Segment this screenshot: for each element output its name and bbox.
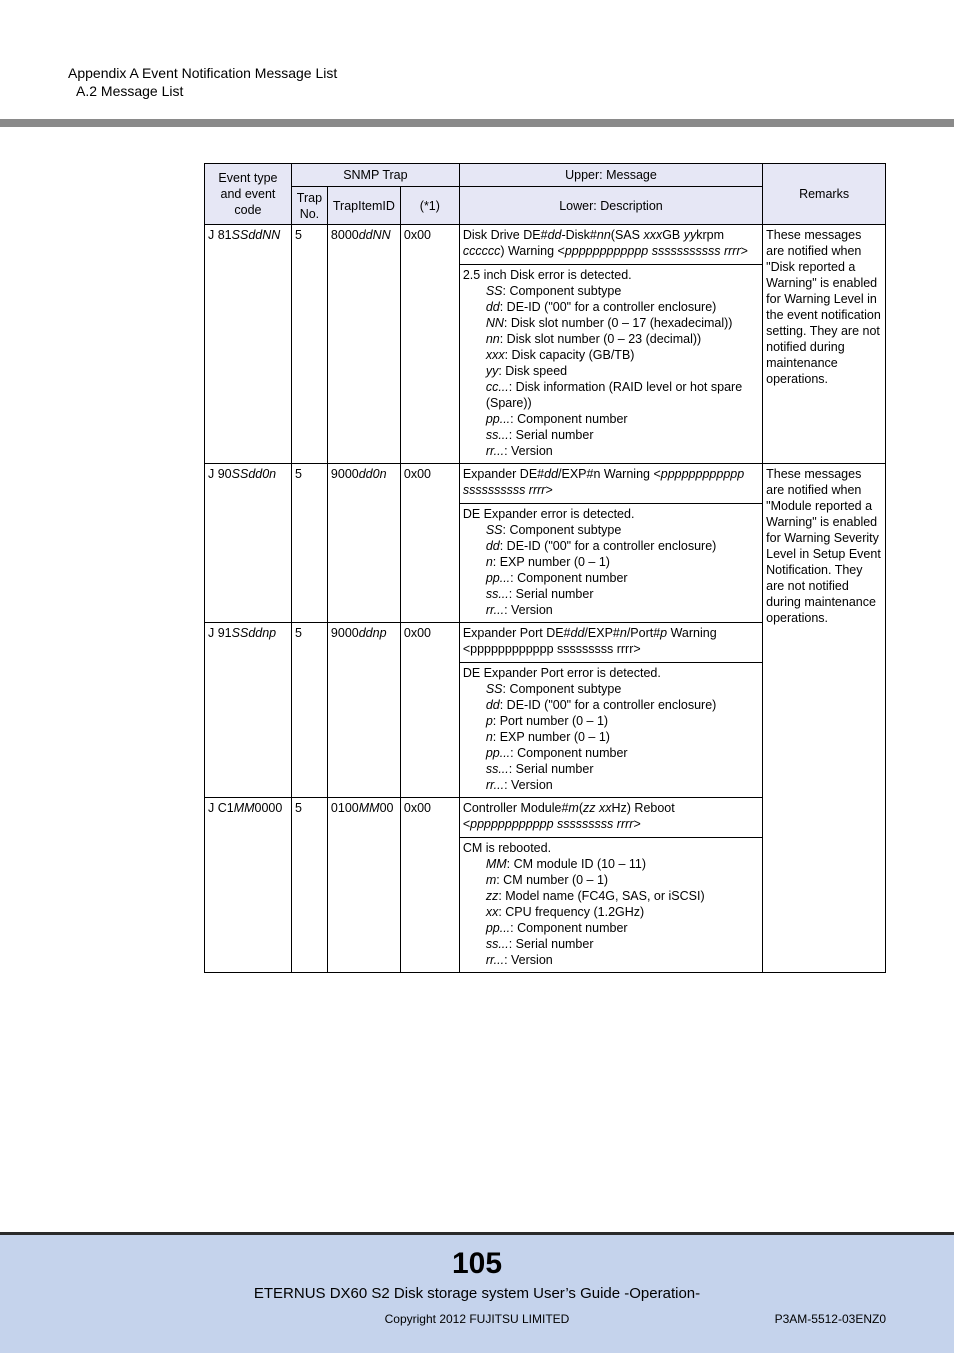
remarks-text: These messages are notified when "Disk reported a Warning" is enabled for Warning Level in the event notification setting. They are not notified during maintenance operations. bbox=[763, 225, 886, 464]
document-code: P3AM-5512-03ENZ0 bbox=[774, 1312, 886, 1326]
trap-no: 5 bbox=[291, 798, 327, 973]
message-table bbox=[204, 163, 886, 973]
header-rule bbox=[0, 119, 954, 127]
note-value: 0x00 bbox=[400, 798, 459, 973]
col-upper-message: Upper: Message bbox=[459, 164, 762, 187]
note-value: 0x00 bbox=[400, 464, 459, 623]
document-title: ETERNUS DX60 S2 Disk storage system User’s Guide -Operation- bbox=[253, 1285, 701, 1302]
description-text: DE Expander error is detected. SS: Component subtype dd: DE-ID ("00" for a controller enclosure) n: EXP number (0 – 1) pp...: Component number ss...: Serial number rr...: Version bbox=[459, 504, 762, 623]
description-text: DE Expander Port error is detected. SS: Component subtype dd: DE-ID ("00" for a controller enclosure) p: Port number (0 – 1) n: EXP number (0 – 1) pp...: Component number ss...: Serial number rr...: Version bbox=[459, 663, 762, 798]
table-row bbox=[205, 464, 886, 504]
message-text: Controller Module#m(zz xxHz) Reboot <pppppppppppp sssssssss rrrr> bbox=[459, 798, 762, 838]
trap-no: 5 bbox=[291, 464, 327, 623]
event-code: J 90SSdd0n bbox=[205, 464, 292, 623]
trap-item-id: 0100MM00 bbox=[327, 798, 400, 973]
header-chapter: Appendix A Event Notification Message List bbox=[68, 65, 338, 81]
message-text: Expander Port DE#dd/EXP#n/Port#p Warning <pppppppppppp sssssssss rrrr> bbox=[459, 623, 762, 663]
event-code: J C1MM0000 bbox=[205, 798, 292, 973]
page-number: 105 bbox=[451, 1247, 503, 1280]
page-footer bbox=[0, 1232, 954, 1353]
running-header bbox=[68, 64, 337, 100]
trap-item-id: 9000ddnp bbox=[327, 623, 400, 798]
table-row bbox=[205, 225, 886, 265]
message-text: Disk Drive DE#dd-Disk#nn(SAS xxxGB yykrpm cccccc) Warning <pppppppppppp sssssssssss rrrr> bbox=[459, 225, 762, 265]
event-code: J 91SSddnp bbox=[205, 623, 292, 798]
trap-no: 5 bbox=[291, 225, 327, 464]
col-event-type: Event type and event code bbox=[205, 164, 292, 225]
note-value: 0x00 bbox=[400, 225, 459, 464]
event-code: J 81SSddNN bbox=[205, 225, 292, 464]
trap-item-id: 9000dd0n bbox=[327, 464, 400, 623]
trap-item-id: 8000ddNN bbox=[327, 225, 400, 464]
col-snmp-trap: SNMP Trap bbox=[291, 164, 459, 187]
description-text: CM is rebooted. MM: CM module ID (10 – 11) m: CM number (0 – 1) zz: Model name (FC4G, SAS, or iSCSI) xx: CPU frequency (1.2GHz) pp...: Component number ss...: Serial number rr...: Version bbox=[459, 838, 762, 973]
remarks-text: These messages are notified when "Module reported a Warning" is enabled for Warning Severity Level in Setup Event Notification. They are not notified during maintenance operations. bbox=[763, 464, 886, 973]
col-trap-no: Trap No. bbox=[291, 187, 327, 225]
note-value: 0x00 bbox=[400, 623, 459, 798]
col-remarks: Remarks bbox=[763, 164, 886, 225]
col-lower-description: Lower: Description bbox=[459, 187, 762, 225]
description-text: 2.5 inch Disk error is detected. SS: Component subtype dd: DE-ID ("00" for a controller enclosure) NN: Disk slot number (0 – 17 (hexadecimal)) nn: Disk slot number (0 – 23 (decimal)) xxx: Disk capacity (GB/TB) yy: Disk speed cc...: Disk information (RAID level or hot spare (Spare)) pp...: Component number ss...: Serial number rr...: Version bbox=[459, 265, 762, 464]
header-section: A.2 Message List bbox=[76, 83, 184, 99]
col-trap-item-id: TrapItemID bbox=[327, 187, 400, 225]
message-text: Expander DE#dd/EXP#n Warning <pppppppppppp ssssssssss rrrr> bbox=[459, 464, 762, 504]
copyright: Copyright 2012 FUJITSU LIMITED bbox=[384, 1312, 570, 1326]
trap-no: 5 bbox=[291, 623, 327, 798]
col-note: (*1) bbox=[400, 187, 459, 225]
